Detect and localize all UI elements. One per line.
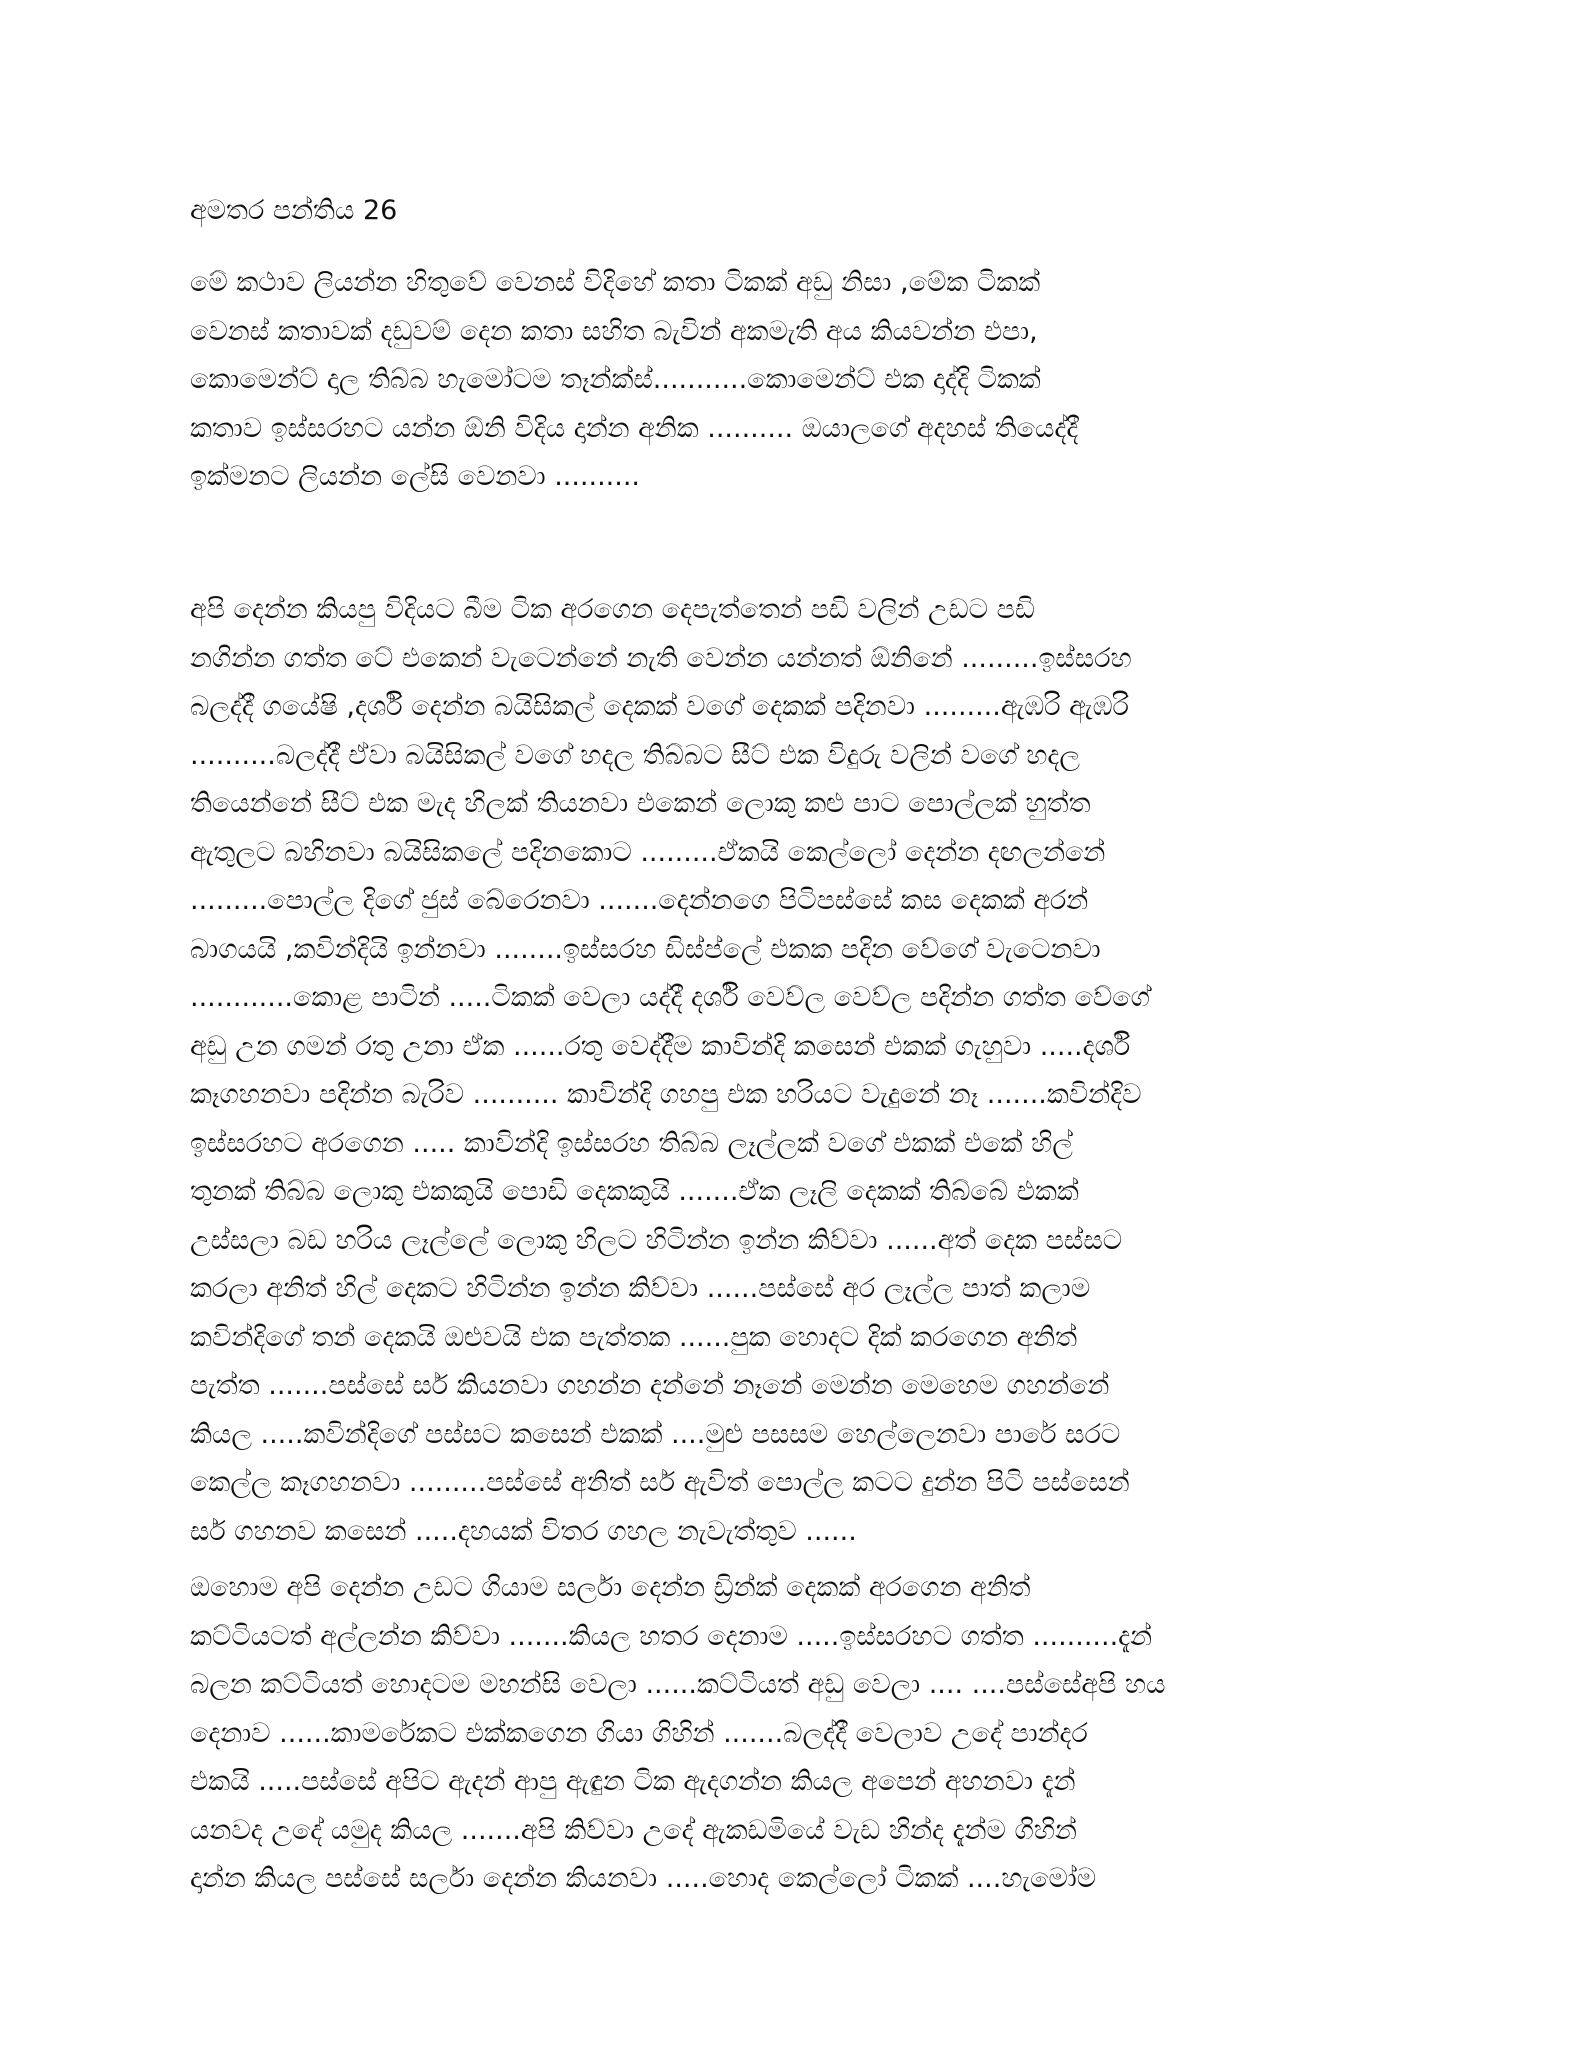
text-line: තියෙන්නේ සීට් එක මැද හිලක් තියනවා එකෙන් ලොකු කළු පාට පොල්ලක් හුත්ත xyxy=(190,788,1091,819)
text-line: .........පොල්ල දිගේ ජුස් බේරෙනවා .......දෙන්නගෙ පිටිපස්සේ කස දෙකක් අරන් xyxy=(190,885,1089,916)
text-line: නගින්න ගත්ත ටේ එකෙන් වැටෙන්නේ නැති වෙන්න යන්නත් ඕනිනේ .........ඉස්සරහ xyxy=(190,642,1132,674)
text-line: කවින්දිගේ තන් දෙකයි ඔළුවයි එක පැත්තක ......පුක හොදට දික් කරගෙන අනිත් xyxy=(190,1321,1078,1353)
text-line: කරලා අනිත් හිල් දෙකට හිටින්න ඉන්න කිව්වා ......පස්සේ අර ලෑල්ල පාත් කලාම xyxy=(190,1273,1091,1304)
text-line: ............කොළ පාටින් .....ටිකක් වෙලා යද්දී දර්ශි වෙව්ල වෙව්ල පදින්න ගත්ත වේගේ xyxy=(190,982,1150,1013)
text-line: කියල .....කවින්දිගේ පස්සට කසෙන් එකක් ....මුළු පසසම හෙල්ලෙනවා පාරේ සරට xyxy=(190,1418,1121,1450)
paragraph-story-1 xyxy=(190,586,1430,1556)
text-line: කෑගහනවා පදින්න බැරිව .......... කාවින්දි ගහපු එක හරියට වැදුනේ නෑ .......කවින්දිව xyxy=(190,1079,1142,1110)
text-line: දෙනාව ......කාමරේකට එක්කගෙන ගියා ගිහින් .......බලද්දී වෙලාව උදේ පාන්දර xyxy=(190,1717,1088,1749)
text-line: බලන කට්ටියත් හොදටම මහන්සි වෙලා ......කට්ටියත් අඩු වෙලා .... ....පස්සේඅපි හය xyxy=(190,1669,1166,1700)
text-line: ..........බලද්දී ඒවා බයිසිකල් වගේ හදල තිබ්බට සීට් එක විදුරු වලින් වගේ හදල xyxy=(190,739,1080,771)
text-line: දාන්න කියල පස්සේ සර්ලා දෙන්න කියනවා .....හොද කෙල්ලෝ ටිකක් ....හැමෝම xyxy=(190,1863,1097,1894)
text-line: එකයි .....පස්සේ අපිට ඇදන් ආපු ඇඳුන ටික ඇදගන්න කියල අපෙන් අහනවා දැන් xyxy=(190,1766,1076,1797)
text-line: තුනක් තිබ්බ ලොකු එකකුයි පොඩි දෙකකුයි .......ඒක ලෑලි දෙකක් තිබ්බේ එකක් xyxy=(190,1176,1079,1207)
document-title: අමතර පන්තිය 26 xyxy=(190,195,398,226)
text-line: අඩු උන ගමන් රතු උනා ඒක ......රතු වෙද්දීම කාවින්දි කසෙන් එකක් ගැහුවා .....දර්ශි xyxy=(190,1030,1131,1062)
paragraph-intro xyxy=(190,259,1430,502)
text-line: ඇතුලට බහිනවා බයිසිකලේ පදිනකොට .........ඒකයි කෙල්ලෝ දෙන්න දඟලන්නේ xyxy=(190,836,1106,868)
text-line: බලද්දී ගයේෂි ,දර්ශි දෙන්න බයිසිකල් දෙකක් වගේ දෙකක් පදිනවා .........ඇඹරි ඇඹරි xyxy=(190,691,1129,722)
text-line: කතාව ඉස්සරහට යන්න ඕනි විදිය දාන්න අනික .......... ඔයාලගේ අදහස් තියෙද්දී xyxy=(190,412,1079,444)
text-line: යනවද උදේ යමුද කියල .......අපි කිව්වා උදේ ඇකඩමියේ වැඩ හින්ද දැන්ම ගිහින් xyxy=(190,1814,1077,1846)
text-line: ඉස්සරහට අරගෙන ..... කාවින්දි ඉස්සරහ තිබ්බ ලෑල්ලක් වගේ එකක් එකේ හිල් xyxy=(190,1127,1073,1159)
text-line: සර් ගහනව කසෙන් .....දහයක් විතර ගහල නැවැත්තුව ...... xyxy=(190,1515,857,1547)
text-line: ඉක්මනට ලියන්න ලේසි වෙනවා .......... xyxy=(190,461,641,492)
text-line: කට්ටියටත් අල්ලන්න කිව්වා .......කියල හතර දෙනාම .....ඉස්සරහට ගත්ත ..........දැන් xyxy=(190,1620,1153,1652)
paragraph-story-2 xyxy=(190,1564,1430,1904)
text-line: කෙල්ල කෑගහනවා .........පස්සේ අනිත් සර් ඇවිත් පොල්ල කටට දුන්න පිටි පස්සෙන් xyxy=(190,1467,1130,1498)
text-line: අපි දෙන්න කියපු විදියට බීම ටික අරගෙන දෙපැත්තෙන් පඩි වලින් උඩට පඩි xyxy=(190,594,1035,625)
text-line: කොමෙන්ට් දාල තිබ්බ හැමෝටම තෑන්ක්ස්...........කොමෙන්ට් එක දාද්දි ටිකක් xyxy=(190,364,1041,395)
text-line: පැත්ත .......පස්සේ සර් කියනවා ගහන්න දන්නේ නෑනේ මෙන්න මෙහෙම ගහන්නේ xyxy=(190,1370,1110,1401)
text-line: මේ කථාව ලියන්න හිතුවේ වෙනස් විදිහේ කතා ටිකක් අඩු නිසා ,මේක ටිකක් xyxy=(190,267,1041,298)
text-line: බාගයයි ,කවින්දියි ඉන්නවා ........ඉස්සරහ ඩිස්ප්ලේ එකක පදින වේගේ වැටෙනවා xyxy=(190,933,1101,965)
text-line: ඔහොම අපි දෙන්න උඩට ගියාම සර්ලා දෙන්න ඩ්‍රින්ක් දෙකක් අරගෙන අනිත් xyxy=(190,1572,1031,1603)
text-line: උස්සලා බඩ හරිය ලෑල්ලේ ලොකු හිලට හිටින්න ඉන්න කිව්වා ......අත් දෙක පස්සට xyxy=(190,1224,1123,1256)
text-line: වෙනස් කතාවක් දඩුවම් දෙන කතා සහිත බැවින් අකමැති අය කියවන්න එපා, xyxy=(190,315,1038,347)
